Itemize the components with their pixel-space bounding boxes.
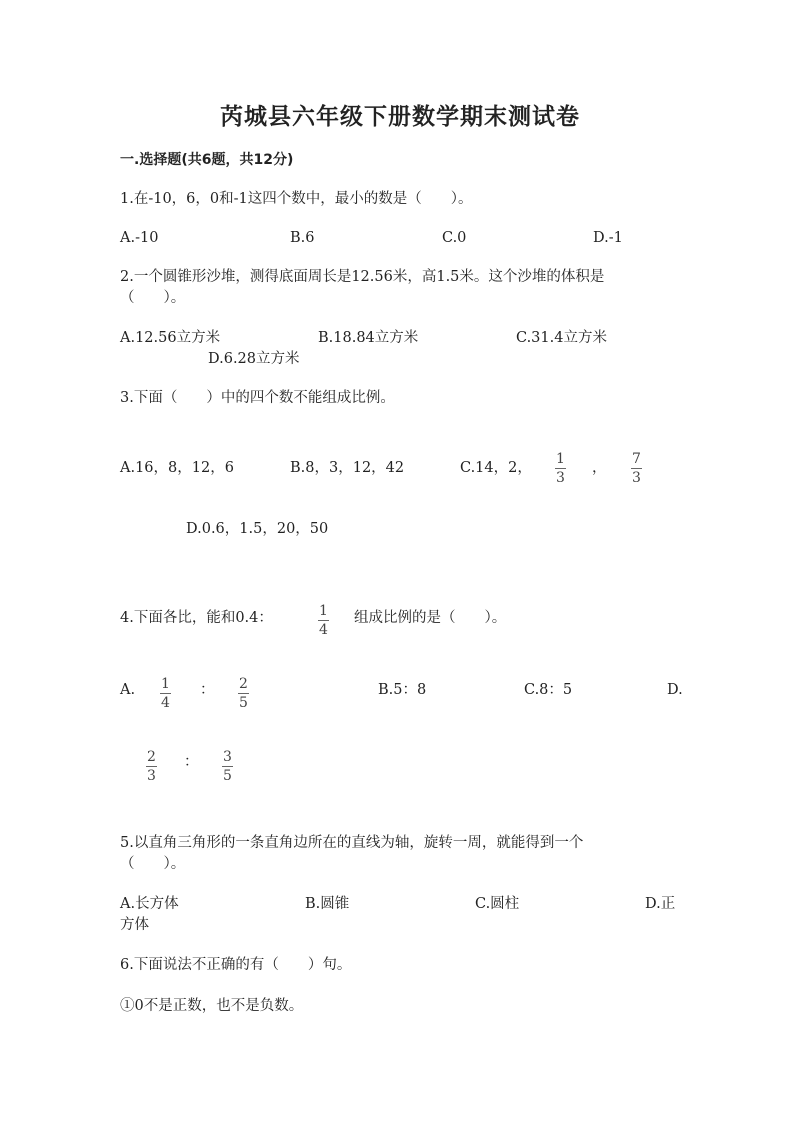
fraction-bar (222, 766, 233, 767)
page-title: 芮城县六年级下册数学期末测试卷 (220, 103, 580, 130)
q1-option-d[interactable]: D.-1 (593, 230, 623, 246)
q1-option-b[interactable]: B.6 (290, 230, 315, 246)
q3-option-c[interactable]: C.14，2， (460, 460, 532, 476)
denominator: 5 (239, 695, 248, 711)
denominator: 5 (223, 768, 232, 784)
numerator: 2 (239, 676, 248, 692)
fraction-bar (238, 693, 249, 694)
q3-option-d[interactable]: D.0.6，1.5，20，50 (186, 521, 329, 537)
q2-option-c[interactable]: C.31.4立方米 (516, 330, 607, 346)
denominator: 3 (556, 470, 565, 486)
numerator: 3 (223, 749, 232, 765)
numerator: 1 (161, 676, 170, 692)
q3-option-c-fraction-1 (555, 451, 566, 486)
fraction-bar (160, 693, 171, 694)
q1-option-c[interactable]: C.0 (442, 230, 467, 246)
question-2-stem-cont: （ ）。 (120, 290, 186, 306)
question-4-stem-suffix: 组成比例的是（ ）。 (354, 610, 507, 626)
question-2-stem: 2.一个圆锥形沙堆，测得底面周长是12.56米，高1.5米。这个沙堆的体积是 (120, 269, 605, 285)
q4-stem-fraction (318, 603, 329, 638)
fraction-bar (318, 620, 329, 621)
q4-option-a-fraction-1 (160, 676, 171, 711)
section-heading: 一.选择题(共6题，共12分) (120, 152, 294, 168)
q4-option-a-fraction-2 (238, 676, 249, 711)
q1-option-a[interactable]: A.-10 (120, 230, 159, 246)
q4-option-d-fraction-2 (222, 749, 233, 784)
q5-option-b[interactable]: B.圆锥 (305, 896, 350, 912)
q4-option-b[interactable]: B.5：8 (378, 682, 427, 698)
q4-option-d-colon: ： (184, 754, 199, 770)
q3-option-b[interactable]: B.8，3，12，42 (290, 460, 405, 476)
denominator: 3 (147, 768, 156, 784)
denominator: 4 (319, 622, 328, 638)
q4-option-c[interactable]: C.8：5 (524, 682, 573, 698)
q3-option-c-separator: ， (592, 460, 607, 476)
q4-option-a-colon: ： (200, 682, 215, 698)
fraction-bar (555, 468, 566, 469)
q2-option-a[interactable]: A.12.56立方米 (120, 330, 221, 346)
q5-option-a[interactable]: A.长方体 (120, 896, 179, 912)
q5-option-c[interactable]: C.圆柱 (475, 896, 520, 912)
question-1-stem: 1.在-10，6，0和-1这四个数中，最小的数是（ ）。 (120, 191, 473, 207)
q5-option-d-cont[interactable]: 方体 (120, 917, 149, 933)
denominator: 4 (161, 695, 170, 711)
q3-option-c-fraction-2 (631, 451, 642, 486)
numerator: 7 (632, 451, 641, 467)
q4-option-a[interactable]: A. (120, 682, 136, 698)
fraction-bar (631, 468, 642, 469)
numerator: 1 (319, 603, 328, 619)
denominator: 3 (632, 470, 641, 486)
numerator: 2 (147, 749, 156, 765)
numerator: 1 (556, 451, 565, 467)
question-5-stem-cont: （ ）。 (120, 856, 186, 872)
question-5-stem: 5.以直角三角形的一条直角边所在的直线为轴，旋转一周，就能得到一个 (120, 835, 584, 851)
question-4-stem: 4.下面各比，能和0.4： (120, 610, 273, 626)
question-6-stem: 6.下面说法不正确的有（ ）句。 (120, 957, 352, 973)
q3-option-a[interactable]: A.16，8，12，6 (120, 460, 234, 476)
q5-option-d[interactable]: D.正 (645, 896, 676, 912)
fraction-bar (146, 766, 157, 767)
question-3-stem: 3.下面（ ）中的四个数不能组成比例。 (120, 390, 395, 406)
q2-option-d[interactable]: D.6.28立方米 (208, 351, 300, 367)
q2-option-b[interactable]: B.18.84立方米 (318, 330, 419, 346)
q4-option-d[interactable]: D. (667, 682, 683, 698)
q4-option-d-fraction-1 (146, 749, 157, 784)
q6-statement-1: ①0不是正数，也不是负数。 (120, 998, 304, 1014)
